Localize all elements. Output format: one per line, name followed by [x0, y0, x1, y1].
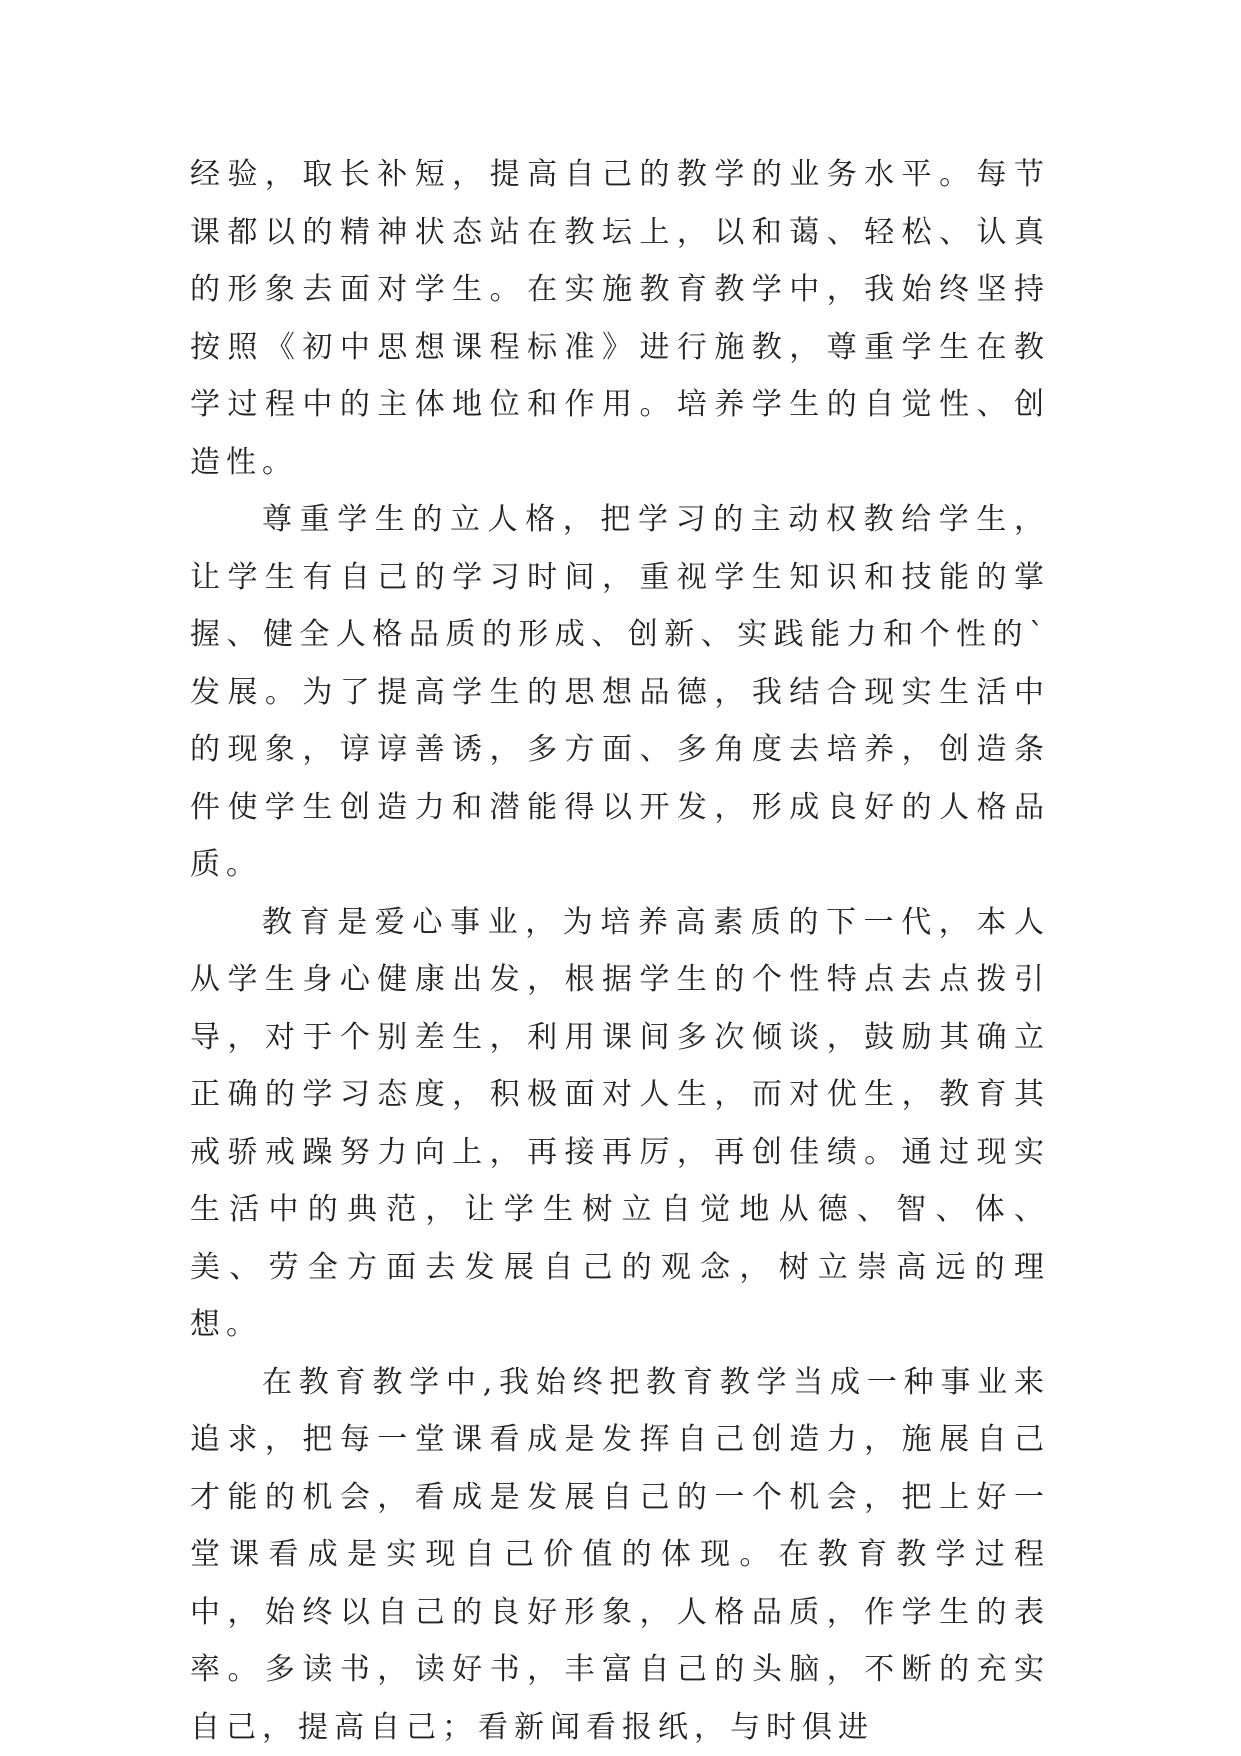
paragraph-3: 教育是爱心事业，为培养高素质的下一代，本人从学生身心健康出发，根据学生的个性特点去点拨引导，对于个别差生，利用课间多次倾谈，鼓励其确立正确的学习态度，积极面对人生，而对优生，教育其戒骄戒躁努力向上，再接再厉，再创佳绩。通过现实生活中的典范，让学生树立自觉地从德、智、体、美、劳全方面去发展自己的观念，树立崇高远的理想。 [190, 894, 1050, 1354]
paragraph-1: 经验，取长补短，提高自己的教学的业务水平。每节课都以的精神状态站在教坛上，以和蔼、轻松、认真的形象去面对学生。在实施教育教学中，我始终坚持按照《初中思想课程标准》进行施教，尊重学生在教学过程中的主体地位和作用。培养学生的自觉性、创造性。 [190, 146, 1050, 491]
paragraph-4: 在教育教学中,我始终把教育教学当成一种事业来追求，把每一堂课看成是发挥自己创造力，施展自己才能的机会，看成是发展自己的一个机会，把上好一堂课看成是实现自己价值的体现。在教育教学过程中，始终以自己的良好形象，人格品质，作学生的表率。多读书，读好书，丰富自己的头脑，不断的充实自己，提高自己；看新闻看报纸，与时俱进 [190, 1354, 1050, 1756]
document-page [190, 146, 1050, 1756]
paragraph-2: 尊重学生的立人格，把学习的主动权教给学生，让学生有自己的学习时间，重视学生知识和技能的掌握、健全人格品质的形成、创新、实践能力和个性的`发展。为了提高学生的思想品德，我结合现实生活中的现象，谆谆善诱，多方面、多角度去培养，创造条件使学生创造力和潜能得以开发，形成良好的人格品质。 [190, 491, 1050, 894]
